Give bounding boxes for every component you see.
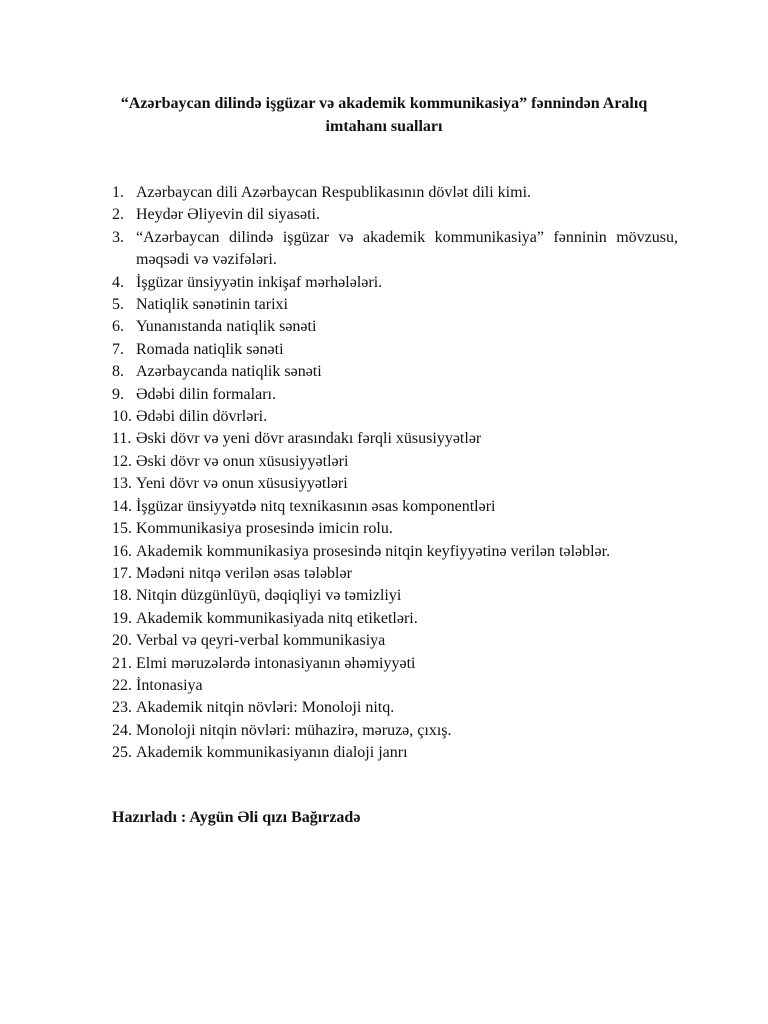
list-item [112,384,678,406]
list-item [112,563,678,585]
list-item [112,428,678,450]
list-item-number: 2. [112,206,124,224]
list-item-text: Natiqlik sənətinin tarixi [136,296,288,314]
list-item-number: 20. [112,632,132,650]
list-item-text: Monoloji nitqin növləri: mühazirə, məruzə, çıxış. [136,721,452,739]
list-item-number: 17. [112,564,132,582]
list-item-number: 18. [112,587,132,605]
list-item [112,204,678,226]
list-item-text: Elmi məruzələrdə intonasiyanın əhəmiyyəti [136,654,416,672]
list-item-number: 22. [112,676,132,694]
list-item-text: İşgüzar ünsiyyətin inkişaf mərhələləri. [136,273,383,291]
list-item [112,742,678,764]
list-item-text: Akademik kommunikasiyanın dialoji janrı [136,744,408,762]
list-item-text: Akademik kommunikasiya prosesində nitqin keyfiyyətinə verilən tələblər. [136,542,611,560]
list-item-number: 24. [112,721,132,739]
list-item [112,496,678,518]
list-item-number: 8. [112,363,124,381]
list-item-text: Azərbaycan dili Azərbaycan Respublikasının dövlət dili kimi. [136,184,532,201]
list-item [112,518,678,540]
list-item [112,406,678,428]
list-item-number: 13. [112,475,132,493]
list-item-text: Yeni dövr və onun xüsusiyyətləri [136,475,348,493]
list-item [112,541,678,563]
list-item [112,294,678,316]
list-item [112,227,678,272]
list-item-text: Akademik nitqin növləri: Monoloji nitq. [136,699,395,717]
list-item-number: 12. [112,452,132,470]
list-item-text: Nitqin düzgünlüyü, dəqiqliyi və təmizliyi [136,587,402,605]
list-item-number: 11. [112,430,132,448]
list-item-text: Akademik kommunikasiyada nitq etiketləri. [136,609,418,627]
list-item-text: “Azərbaycan dilində işgüzar və akademik kommunikasiya” fənninin mövzusu, məqsədi və vəzifələri. [136,228,678,269]
list-item-text: Verbal və qeyri-verbal kommunikasiya [136,632,386,650]
list-item [112,316,678,338]
list-item-number: 16. [112,542,132,560]
list-item-number: 3. [112,228,124,246]
list-item-number: 19. [112,609,132,627]
list-item [112,182,678,204]
title-line-2: imtahanı sualları [325,118,443,135]
list-item-text: İşgüzar ünsiyyətdə nitq texnikasının əsas komponentləri [136,497,496,515]
list-item-number: 4. [112,273,124,291]
list-item-number: 14. [112,497,132,515]
list-item [112,339,678,361]
list-item-number: 6. [112,318,124,336]
list-item-number: 10. [112,408,132,426]
list-item-text: Mədəni nitqə verilən əsas tələblər [136,564,352,582]
list-item-number: 21. [112,654,132,672]
list-item-text: Romada natiqlik sənəti [136,340,284,358]
list-item-number: 7. [112,340,124,358]
list-item [112,630,678,652]
list-item [112,272,678,294]
list-item-text: Ədəbi dilin dövrləri. [136,408,268,426]
list-item [112,585,678,607]
list-item-number: 25. [112,744,132,762]
list-item-text: Əski dövr və yeni dövr arasındakı fərqli xüsusiyyətlər [136,430,482,448]
list-item [112,361,678,383]
title-line-1: “Azərbaycan dilində işgüzar və akademik kommunikasiya” fənnindən Aralıq [120,95,648,112]
prepared-by: Hazırladı : Aygün Əli qızı Bağırzadə [112,809,361,826]
list-item [112,608,678,630]
list-item [112,675,678,697]
list-item [112,720,678,742]
list-item-text: Ədəbi dilin formaları. [136,385,276,403]
list-item-number: 23. [112,699,132,717]
list-item-number: 9. [112,385,124,403]
list-item-text: Kommunikasiya prosesində imicin rolu. [136,520,393,538]
question-list [112,182,678,765]
list-item-text: Yunanıstanda natiqlik sənəti [136,318,317,336]
list-item-text: İntonasiya [136,676,203,694]
list-item-number: 15. [112,520,132,538]
list-item [112,653,678,675]
list-item-text: Azərbaycanda natiqlik sənəti [136,363,322,381]
document-title [90,92,678,138]
list-item-text: Əski dövr və onun xüsusiyyətləri [136,452,349,470]
list-item-number: 5. [112,296,124,314]
list-item-number: 1. [112,184,124,201]
list-item [112,697,678,719]
list-item-text: Heydər Əliyevin dil siyasəti. [136,206,320,224]
list-item [112,473,678,495]
list-item [112,451,678,473]
